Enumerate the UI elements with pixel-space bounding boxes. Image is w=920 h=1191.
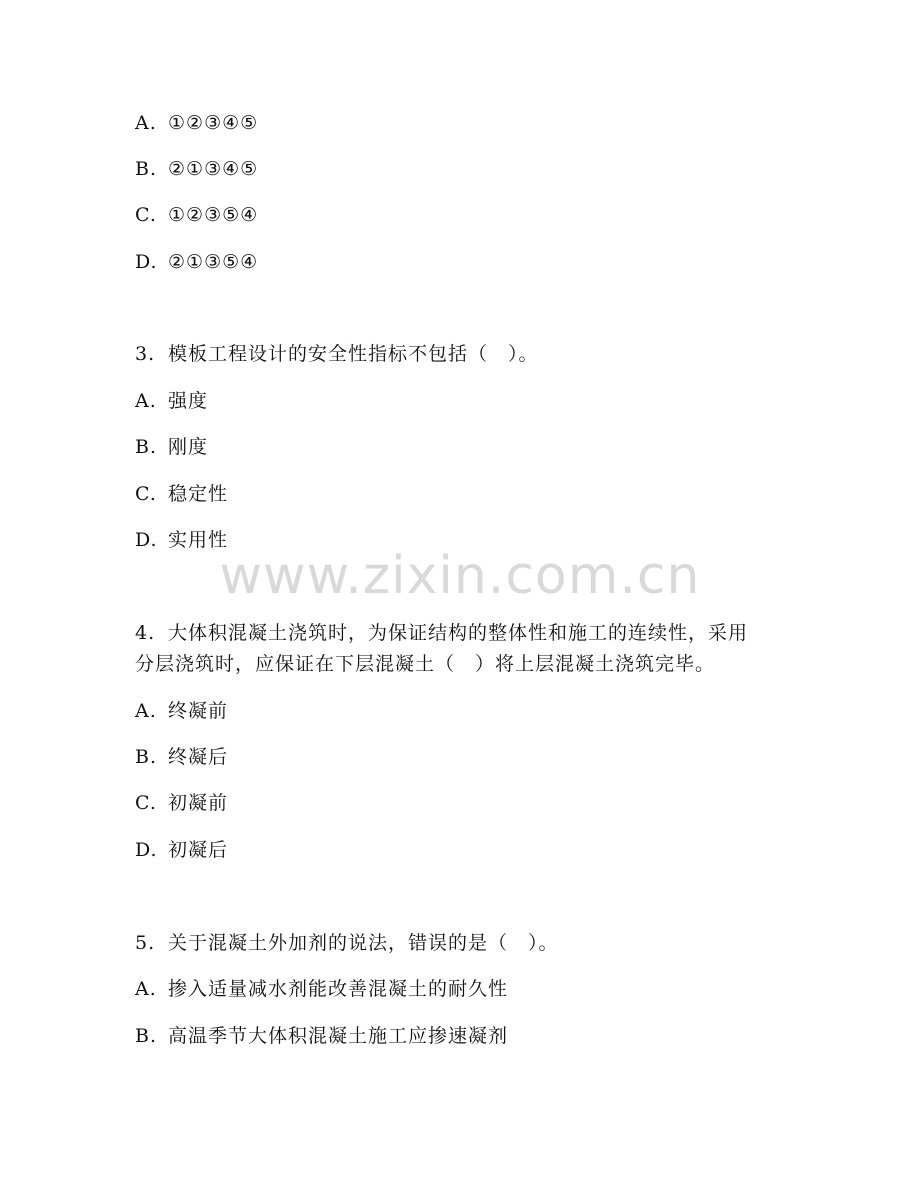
q2-option-d — [135, 250, 258, 274]
option-label: B. — [135, 1025, 158, 1047]
q2-option-a — [135, 111, 258, 135]
q5-stem — [135, 931, 559, 955]
option-text: 掺入适量减水剂能改善混凝土的耐久性 — [168, 978, 509, 1000]
option-text: 高温季节大体积混凝土施工应掺速凝剂 — [168, 1025, 509, 1047]
q3-stem — [135, 342, 539, 366]
q4-option-a — [135, 699, 228, 723]
option-label: C. — [135, 792, 157, 814]
question-number: 4. — [135, 622, 156, 644]
option-label: B. — [135, 436, 158, 458]
q5-option-a — [135, 977, 508, 1001]
option-label: A. — [135, 390, 157, 412]
q3-option-a — [135, 389, 208, 413]
option-label: A. — [135, 112, 157, 134]
option-text: 终凝后 — [168, 746, 229, 768]
option-text: 终凝前 — [168, 700, 229, 722]
option-text: 稳定性 — [168, 483, 229, 505]
watermark: www.zixin.com.cn — [219, 546, 701, 606]
option-text: 强度 — [168, 390, 209, 412]
q4-stem-line2 — [135, 652, 715, 676]
option-text: ①②③④⑤ — [168, 112, 259, 134]
option-label: D. — [135, 251, 158, 273]
option-label: B. — [135, 746, 158, 768]
question-number: 3. — [135, 343, 156, 365]
option-label: C. — [135, 483, 157, 505]
option-label: B. — [135, 158, 158, 180]
q4-stem-line1 — [135, 621, 748, 645]
option-text: 实用性 — [168, 529, 229, 551]
option-label: D. — [135, 529, 158, 551]
q5-option-b — [135, 1024, 508, 1048]
option-text: ②①③④⑤ — [168, 158, 259, 180]
option-label: D. — [135, 839, 158, 861]
option-text: 初凝前 — [168, 792, 229, 814]
option-label: A. — [135, 700, 157, 722]
q3-option-d — [135, 528, 228, 552]
q4-option-c — [135, 791, 228, 815]
option-text: ②①③⑤④ — [168, 251, 259, 273]
option-label: C. — [135, 204, 157, 226]
question-text: 模板工程设计的安全性指标不包括（ ）。 — [168, 343, 539, 365]
question-text: 分层浇筑时，应保证在下层混凝土（ ）将上层混凝土浇筑完毕。 — [135, 653, 716, 675]
q2-option-c — [135, 203, 258, 227]
question-text: 关于混凝土外加剂的说法，错误的是（ ）。 — [168, 932, 559, 954]
question-number: 5. — [135, 932, 156, 954]
q4-option-d — [135, 838, 228, 862]
q3-option-c — [135, 482, 228, 506]
q3-option-b — [135, 435, 208, 459]
q2-option-b — [135, 157, 258, 181]
option-text: 初凝后 — [168, 839, 229, 861]
option-label: A. — [135, 978, 157, 1000]
question-text: 大体积混凝土浇筑时，为保证结构的整体性和施工的连续性，采用 — [168, 622, 749, 644]
option-text: 刚度 — [168, 436, 209, 458]
q4-option-b — [135, 745, 228, 769]
option-text: ①②③⑤④ — [168, 204, 259, 226]
